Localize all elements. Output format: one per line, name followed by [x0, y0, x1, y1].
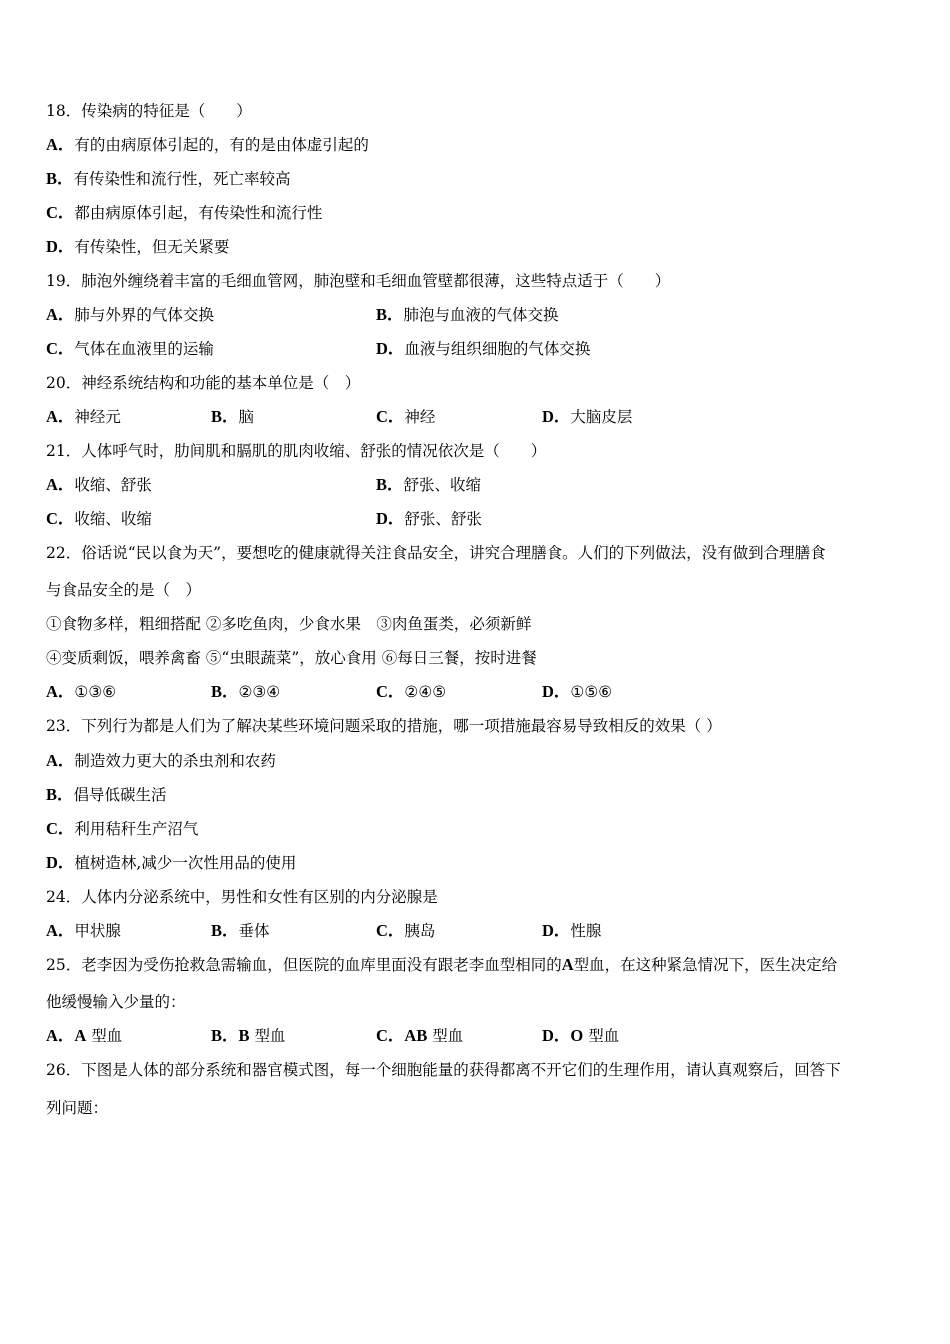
question-text: 列问题： — [46, 1099, 109, 1117]
option-text: 有传染性和流行性，死亡率较高 — [73, 170, 291, 188]
question-text: 他缓慢输入少量的： — [46, 993, 186, 1011]
option-label: A． — [46, 921, 75, 940]
question-22-stem — [46, 536, 826, 570]
option-label: B． — [376, 305, 404, 324]
option-row — [46, 675, 906, 709]
option-d — [46, 230, 229, 264]
option-label: A． — [46, 407, 75, 426]
question-22-stem-cont — [46, 573, 201, 607]
question-20-stem — [46, 366, 360, 400]
question-text: 21．人体呼气时，肋间肌和膈肌的肌肉收缩、舒张的情况依次是（ ） — [46, 442, 547, 460]
blood-type: A — [74, 1026, 87, 1045]
option-row — [46, 468, 906, 502]
option-b — [376, 468, 481, 502]
option-label: C． — [376, 921, 405, 940]
option-text: 收缩、舒张 — [74, 476, 152, 494]
option-text: 甲状腺 — [74, 922, 121, 940]
option-b — [211, 675, 280, 709]
option-d — [46, 846, 296, 880]
option-b — [211, 1019, 285, 1053]
option-c — [376, 914, 435, 948]
option-label: B． — [211, 921, 239, 940]
option-text: 肺泡与血液的气体交换 — [403, 306, 559, 324]
option-c — [46, 332, 214, 366]
option-d — [376, 502, 482, 536]
option-d — [542, 914, 601, 948]
option-b — [376, 298, 559, 332]
question-18-stem — [46, 94, 252, 128]
question-text: 23．下列行为都是人们为了解决某些环境问题采取的措施，哪一项措施最容易导致相反的效果（ ） — [46, 717, 722, 735]
option-text: ②④⑤ — [404, 683, 447, 701]
question-text: 24．人体内分泌系统中，男性和女性有区别的内分泌腺是 — [46, 888, 438, 906]
option-label: C． — [376, 407, 405, 426]
option-d — [542, 1019, 619, 1053]
option-text: ①③⑥ — [74, 683, 117, 701]
option-text: 都由病原体引起，有传染性和流行性 — [74, 204, 323, 222]
option-c — [376, 400, 435, 434]
option-text: 植树造林,减少一次性用品的使用 — [74, 854, 297, 872]
option-text: 气体在血液里的运输 — [74, 340, 214, 358]
option-label: B． — [211, 1026, 239, 1045]
option-d — [376, 332, 590, 366]
option-label: B． — [211, 682, 239, 701]
option-label: D． — [376, 339, 405, 358]
option-label: A． — [46, 475, 75, 494]
option-label: B． — [46, 785, 74, 804]
option-label: A． — [46, 1026, 75, 1045]
question-23-stem — [46, 709, 722, 743]
option-a — [46, 468, 152, 502]
question-text: 与食品安全的是（ ） — [46, 581, 202, 599]
option-c — [46, 196, 322, 230]
option-a — [46, 128, 369, 162]
statement-text: ①食物多样，粗细搭配 ②多吃鱼肉，少食水果 ③肉鱼蛋类，必须新鲜 — [46, 615, 532, 633]
option-row — [46, 298, 906, 332]
question-text: 型血，在这种紧急情况下，医生决定给 — [573, 956, 838, 974]
option-text: 型血 — [91, 1027, 123, 1045]
option-label: A． — [46, 751, 75, 770]
option-a — [46, 675, 116, 709]
option-text: 利用秸秆生产沼气 — [74, 820, 199, 838]
option-text: 舒张、收缩 — [403, 476, 482, 494]
option-row — [46, 400, 906, 434]
question-text: 22．俗话说“民以食为天”，要想吃的健康就得关注食品安全，讲究合理膳食。人们的下列做法，没有做到合理膳食 — [46, 544, 826, 562]
question-21-stem — [46, 434, 546, 468]
option-text: 舒张、舒张 — [404, 510, 482, 528]
option-text: 脑 — [238, 408, 255, 426]
question-text: 20．神经系统结构和功能的基本单位是（ ） — [46, 374, 361, 392]
question-26-stem-cont — [46, 1091, 108, 1125]
option-b — [46, 778, 167, 812]
blood-type: B — [238, 1026, 250, 1045]
question-19-stem — [46, 264, 670, 298]
option-label: A． — [46, 305, 75, 324]
blood-type: O — [570, 1026, 584, 1045]
option-row — [46, 1019, 906, 1053]
question-24-stem — [46, 880, 438, 914]
option-row — [46, 332, 906, 366]
option-label: B． — [376, 475, 404, 494]
option-text: 血液与组织细胞的气体交换 — [404, 340, 591, 358]
option-c — [46, 812, 198, 846]
option-text: ②③④ — [238, 683, 281, 701]
option-c — [46, 502, 152, 536]
option-text: 大脑皮层 — [570, 408, 633, 426]
option-text: 神经 — [404, 408, 436, 426]
question-text: 19．肺泡外缠绕着丰富的毛细血管网，肺泡壁和毛细血管壁都很薄，这些特点适于（ ） — [46, 272, 671, 290]
option-label: B． — [211, 407, 239, 426]
option-text: 有传染性，但无关紧要 — [74, 238, 230, 256]
option-d — [542, 675, 612, 709]
option-text: 垂体 — [238, 922, 270, 940]
option-label: C． — [46, 339, 75, 358]
statement-list-1 — [46, 607, 531, 641]
option-label: D． — [46, 853, 75, 872]
option-text: 型血 — [588, 1027, 620, 1045]
option-text: 肺与外界的气体交换 — [74, 306, 214, 324]
question-text: 26．下图是人体的部分系统和器官模式图，每一个细胞能量的获得都离不开它们的生理作用，请认真观察后，回答下 — [46, 1061, 841, 1079]
question-26-stem — [46, 1053, 841, 1087]
question-text: 25．老李因为受伤抢救急需输血，但医院的血库里面没有跟老李血型相同的 — [46, 956, 562, 974]
option-text: 倡导低碳生活 — [73, 786, 167, 804]
blood-type: A — [561, 955, 574, 974]
option-text: 型血 — [254, 1027, 286, 1045]
statement-text: ④变质剩饭，喂养禽畜 ⑤“虫眼蔬菜”，放心食用 ⑥每日三餐，按时进餐 — [46, 649, 537, 667]
option-label: D． — [542, 682, 571, 701]
option-b — [46, 162, 291, 196]
option-text: 收缩、收缩 — [74, 510, 152, 528]
option-label: B． — [46, 169, 74, 188]
option-row — [46, 502, 906, 536]
option-label: A． — [46, 135, 75, 154]
option-text: 制造效力更大的杀虫剂和农药 — [74, 752, 276, 770]
option-b — [211, 914, 270, 948]
option-label: D． — [542, 1026, 571, 1045]
option-label: A． — [46, 682, 75, 701]
option-label: C． — [376, 682, 405, 701]
option-text: 神经元 — [74, 408, 121, 426]
option-a — [46, 400, 121, 434]
option-label: C． — [46, 509, 75, 528]
option-a — [46, 298, 214, 332]
option-label: D． — [542, 407, 571, 426]
option-label: C． — [46, 819, 75, 838]
option-row — [46, 914, 906, 948]
blood-type: AB — [404, 1026, 428, 1045]
statement-list-2 — [46, 641, 537, 675]
option-b — [211, 400, 254, 434]
question-text: 18．传染病的特征是（ ） — [46, 102, 252, 120]
option-text: ①⑤⑥ — [570, 683, 613, 701]
option-a — [46, 744, 276, 778]
option-text: 性腺 — [570, 922, 602, 940]
option-label: D． — [542, 921, 571, 940]
option-label: C． — [46, 203, 75, 222]
question-25-stem — [46, 948, 837, 982]
option-a — [46, 914, 121, 948]
option-label: D． — [376, 509, 405, 528]
option-text: 型血 — [432, 1027, 464, 1045]
option-d — [542, 400, 632, 434]
question-25-stem-cont — [46, 985, 186, 1019]
option-label: D． — [46, 237, 75, 256]
option-a — [46, 1019, 122, 1053]
option-label: C． — [376, 1026, 405, 1045]
option-c — [376, 675, 446, 709]
option-c — [376, 1019, 463, 1053]
option-text: 有的由病原体引起的，有的是由体虚引起的 — [74, 136, 369, 154]
option-text: 胰岛 — [404, 922, 436, 940]
